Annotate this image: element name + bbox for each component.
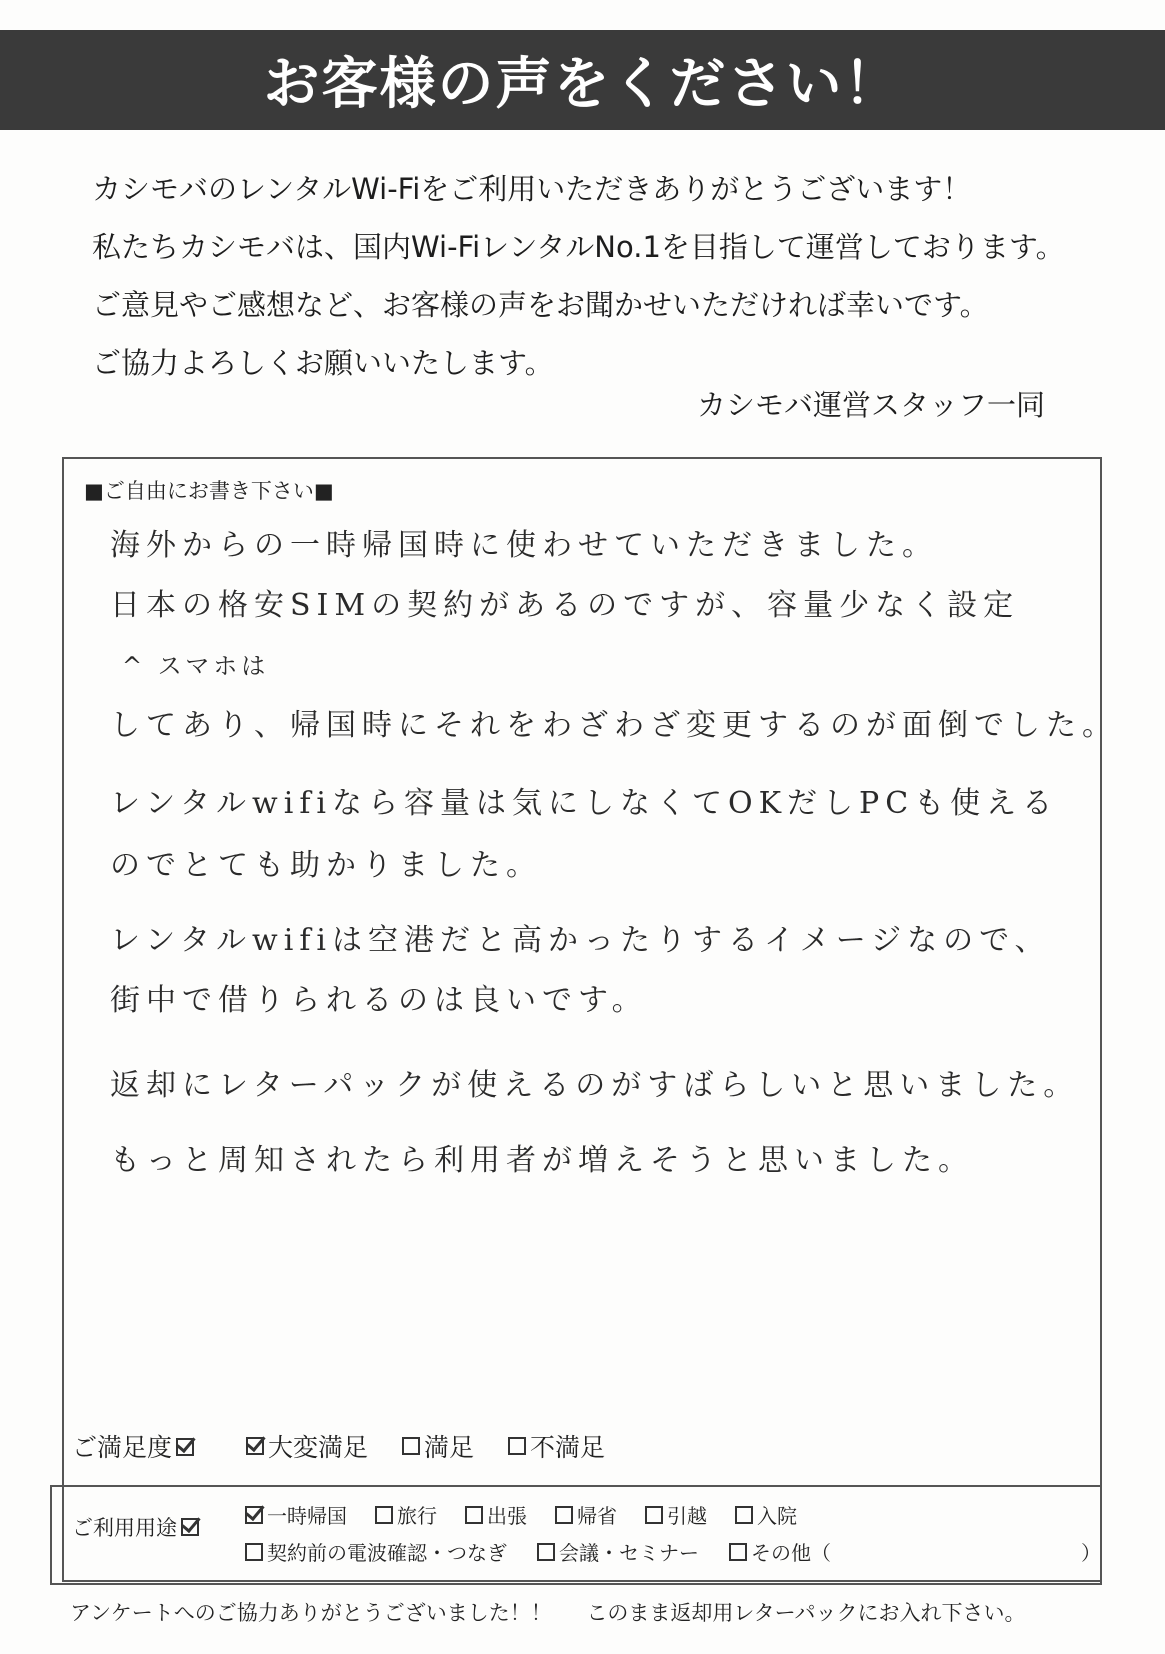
handwritten-line: 日本の格安SIMの契約があるのですが、容量少なく設定 — [110, 588, 1020, 623]
footer-thanks: アンケートへのご協力ありがとうございました！！ — [70, 1601, 552, 1625]
usage-option-other[interactable]: その他（ — [729, 1537, 831, 1566]
handwritten-line: レンタルwifiなら容量は気にしなくてOKだしPCも使える — [110, 786, 1059, 821]
free-comment-label: ■ご自由にお書き下さい■ — [84, 479, 334, 503]
handwritten-line: もっと周知されたら利用者が増えそうと思いました。 — [110, 1143, 974, 1178]
usage-option-business-trip[interactable]: 出張 — [465, 1500, 527, 1529]
checkbox-icon[interactable] — [508, 1437, 526, 1455]
satisfaction-option-very-satisfied[interactable]: 大変満足 — [246, 1428, 368, 1464]
usage-label: ご利用用途 — [72, 1512, 203, 1542]
usage-option-moving[interactable]: 引越 — [645, 1500, 707, 1529]
checkbox-checked-icon[interactable] — [245, 1506, 263, 1524]
handwritten-line: レンタルwifiは空港だと高かったりするイメージなので、 — [110, 923, 1051, 958]
page-title: お客様の声をください！ — [263, 52, 902, 117]
handwritten-line: のでとても助かりました。 — [110, 848, 542, 883]
checkbox-icon[interactable] — [645, 1506, 663, 1524]
checkbox-icon[interactable] — [555, 1506, 573, 1524]
intro-line: カシモバのレンタルWi-Fiをご利用いただきありがとうございます！ — [92, 172, 972, 206]
footer-message — [70, 1597, 1130, 1627]
handwritten-line: 海外からの一時帰国時に使わせていただきました。 — [110, 528, 938, 563]
checkbox-icon[interactable] — [465, 1506, 483, 1524]
free-comment-box — [62, 457, 1102, 1582]
intro-line: 私たちカシモバは、国内Wi-FiレンタルNo.1を目指して運営しております。 — [92, 230, 1065, 264]
footer-instruction: このまま返却用レターパックにお入れ下さい。 — [586, 1601, 1026, 1625]
handwritten-line: してあり、帰国時にそれをわざわざ変更するのが面倒でした。 — [110, 708, 1118, 743]
insertion-text: スマホは — [157, 652, 270, 680]
staff-signature: カシモバ運営スタッフ一同 — [696, 388, 1045, 422]
checkmark-icon — [181, 1518, 199, 1536]
handwritten-line: 返却にレターパックが使えるのがすばらしいと思いました。 — [110, 1068, 1080, 1103]
usage-options-row — [245, 1500, 825, 1529]
checkbox-icon[interactable] — [537, 1543, 555, 1561]
insertion-note — [122, 646, 269, 681]
checkbox-icon[interactable] — [729, 1543, 747, 1561]
checkbox-icon[interactable] — [245, 1543, 263, 1561]
usage-option-hospital[interactable]: 入院 — [735, 1500, 797, 1529]
satisfaction-row — [72, 1428, 639, 1464]
checkbox-checked-icon[interactable] — [246, 1437, 264, 1455]
checkbox-icon[interactable] — [375, 1506, 393, 1524]
usage-options-row — [245, 1537, 1101, 1566]
intro-line: ご意見やご感想など、お客様の声をお聞かせいただければ幸いです。 — [92, 288, 989, 322]
handwritten-line: 街中で借りられるのは良いです。 — [110, 983, 648, 1018]
usage-option-temporary-return[interactable]: 一時帰国 — [245, 1500, 347, 1529]
satisfaction-option-unsatisfied[interactable]: 不満足 — [508, 1428, 605, 1464]
usage-option-meeting[interactable]: 会議・セミナー — [537, 1537, 699, 1566]
satisfaction-option-satisfied[interactable]: 満足 — [402, 1428, 474, 1464]
usage-option-travel[interactable]: 旅行 — [375, 1500, 437, 1529]
usage-option-homecoming[interactable]: 帰省 — [555, 1500, 617, 1529]
intro-line: ご協力よろしくお願いいたします。 — [92, 346, 554, 380]
intro-message — [92, 160, 1132, 392]
checkbox-icon[interactable] — [735, 1506, 753, 1524]
divider — [50, 1485, 1102, 1487]
usage-option-signal-check[interactable]: 契約前の電波確認・つなぎ — [245, 1537, 507, 1566]
other-close-paren: ） — [1081, 1541, 1101, 1565]
satisfaction-label: ご満足度 — [72, 1428, 198, 1464]
checkbox-icon[interactable] — [402, 1437, 420, 1455]
page-title-banner — [0, 30, 1165, 130]
caret-icon: ^ — [122, 652, 147, 680]
checkmark-icon — [176, 1438, 194, 1456]
